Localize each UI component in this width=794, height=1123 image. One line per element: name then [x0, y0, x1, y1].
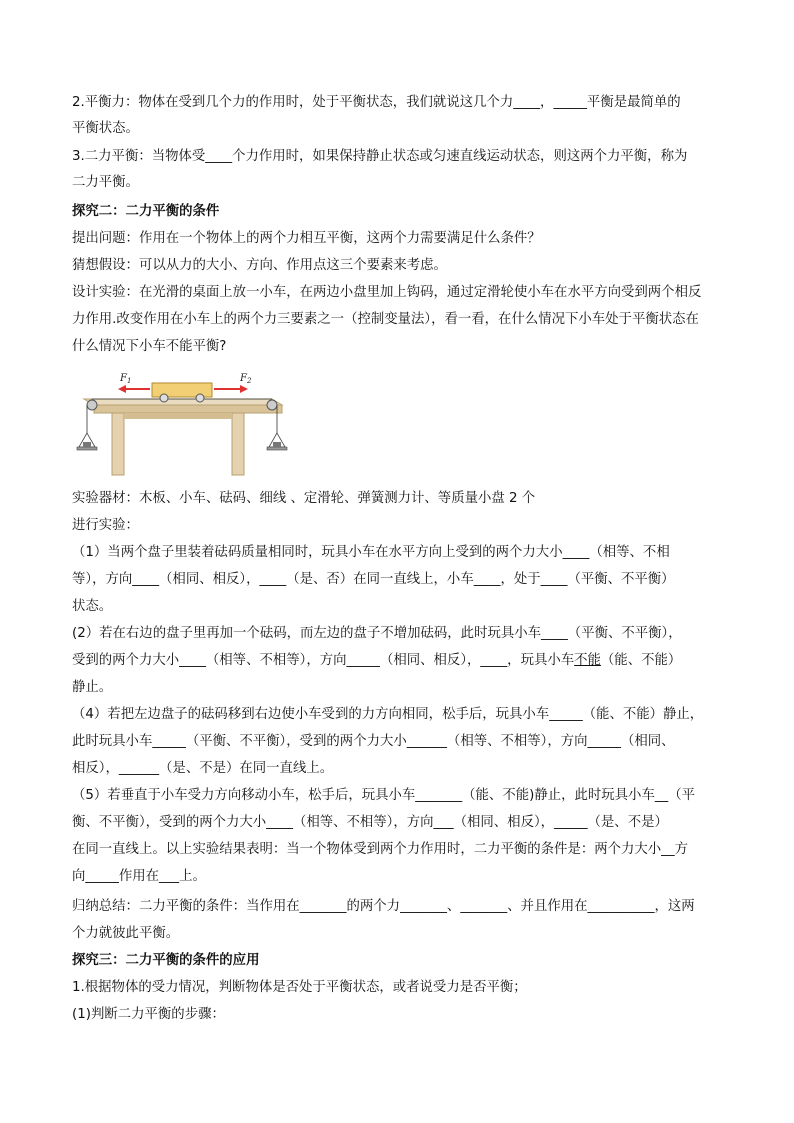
text-segment: 受到的两个力大小____（相等、不相等），方向_____（相同、相反），____，玩具小车 [72, 653, 575, 668]
svg-text:F2 [239, 373, 252, 385]
text-line: 状态。 [72, 599, 113, 614]
text-line: 静止。 [72, 680, 113, 695]
f2-subscript: 2 [246, 377, 252, 385]
f1-subscript: 1 [126, 377, 132, 385]
section-heading: 探究二：二力平衡的条件 [72, 204, 220, 219]
f1-label: F [120, 373, 127, 384]
text-line: 进行实验： [72, 518, 139, 533]
text-line: 猜想假设：可以从力的大小、方向、作用点这三个要素来考虑。 [72, 258, 447, 273]
text-segment: （能、不能） [600, 653, 682, 668]
text-line: 衡、不平衡），受到的两个力大小____（相等、不相等），方向___（相同、相反），_____（是、不是） [72, 815, 668, 830]
text-line: 1.根据物体的受力情况，判断物体是否处于平衡状态，或者说受力是否平衡； [72, 980, 527, 995]
text-line: 等），方向____（相同、相反），____（是、否）在同一直线上，小车____，处于____（平衡、不平衡） [72, 572, 675, 587]
text-line: 二力平衡。 [72, 175, 139, 190]
underlined-answer: 不能 [574, 653, 601, 668]
text-line: 相反），______（是、不是）在同一直线上。 [72, 761, 334, 776]
text-line: 力作用.改变作用在小车上的两个力三要素之一（控制变量法），看一看，在什么情况下小车处于平衡状态在 [72, 312, 699, 327]
text-line: (1)判断二力平衡的步骤： [72, 1007, 225, 1022]
text-line: 此时玩具小车_____（平衡、不平衡），受到的两个力大小______（相等、不相等），方向_____（相同、 [72, 734, 675, 749]
section-heading: 探究三：二力平衡的条件的应用 [72, 953, 260, 968]
text-line: （4）若把左边盘子的砝码移到右边使小车受到的力方向相同，松手后，玩具小车_____（能、不能）静止， [72, 707, 704, 722]
text-line: （1）当两个盘子里装着砝码质量相同时，玩具小车在水平方向上受到的两个力大小____（相等、不相 [72, 545, 670, 560]
text-line: 实验器材：木板、小车、砝码、细线 、定滑轮、弹簧测力计、等质量小盘 2 个 [72, 491, 536, 506]
experiment-cart-pulley-figure [72, 369, 292, 479]
text-line: 在同一直线上。以上实验结果表明：当一个物体受到两个力作用时，二力平衡的条件是：两个力大小__方 [72, 842, 688, 857]
text-line: 个力就彼此平衡。 [72, 926, 180, 941]
text-line: 设计实验：在光滑的桌面上放一小车，在两边小盘里加上钩码，通过定滑轮使小车在水平方向受到两个相反 [72, 285, 702, 300]
f2-label: F [240, 373, 247, 384]
text-line: 3.二力平衡：当物体受____个力作用时，如果保持静止状态或匀速直线运动状态，则这两个力平衡，称为 [72, 149, 688, 164]
text-line: 什么情况下小车不能平衡? [72, 339, 227, 354]
text-line: 归纳总结：二力平衡的条件：当作用在_______的两个力_______、_______、并且作用在__________，这两 [72, 899, 695, 914]
text-line: 平衡状态。 [72, 121, 139, 136]
text-line: (2）若在右边的盘子里再加一个砝码，而左边的盘子不增加砝码，此时玩具小车____（平衡、不平衡）， [72, 626, 682, 641]
svg-text:F1 [119, 373, 131, 385]
text-line: 2.平衡力：物体在受到几个力的作用时，处于平衡状态，我们就说这几个力____，_____平衡是最简单的 [72, 95, 681, 110]
text-line: （5）若垂直于小车受力方向移动小车，松手后，玩具小车_______（能、不能)静止，此时玩具小车__（平 [72, 788, 696, 803]
text-line [72, 653, 681, 669]
text-line: 提出问题：作用在一个物体上的两个力相互平衡，这两个力需要满足什么条件？ [72, 231, 541, 246]
text-line: 向_____作用在___上。 [72, 869, 206, 884]
